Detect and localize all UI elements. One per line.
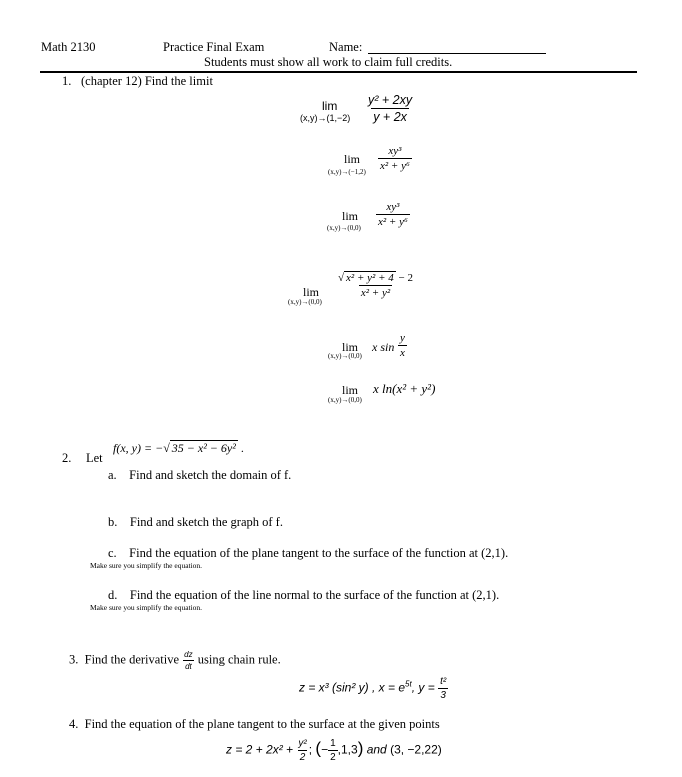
q1-number: 1. bbox=[62, 74, 72, 88]
q2-number: 2. bbox=[62, 451, 72, 465]
limit3-lim: lim bbox=[342, 209, 359, 223]
instruction-text: Students must show all work to claim full credits. bbox=[204, 55, 453, 69]
q3-eq-denominator: 3 bbox=[440, 690, 446, 701]
q4-point1-denominator: 2 bbox=[330, 752, 336, 763]
q3-equation bbox=[299, 676, 448, 701]
header-divider bbox=[40, 71, 637, 73]
limit2-subscript: (x,y)→(−1,2) bbox=[328, 168, 366, 176]
q4-eq-numerator: y² bbox=[298, 738, 307, 749]
q2-part-b: b. Find and sketch the graph of f. bbox=[108, 515, 283, 529]
q4-eq-denominator: 2 bbox=[299, 752, 306, 763]
limit3-numerator: xy³ bbox=[386, 201, 400, 213]
q2-function-lhs: f(x, y) = − bbox=[113, 441, 164, 455]
q2-part-d: d. Find the equation of the line normal to the surface of the function at (2,1). bbox=[108, 588, 500, 602]
q4-equation: z = 2 + 2x² + $\frac{\text{y²}}{2}$ ; (− $\frac{1}{2}$ ,1,3) and (3, −2,22) bbox=[226, 738, 442, 763]
q3-eq-numerator: t² bbox=[440, 676, 447, 687]
q4-prompt: 4. Find the equation of the plane tangent to the surface at the given points bbox=[69, 717, 440, 731]
limit6-lim: lim bbox=[342, 383, 359, 397]
q4-point1-numerator: 1 bbox=[330, 738, 336, 749]
limit5-expression: x sin bbox=[372, 340, 395, 354]
limit4-radicand: x² + y² + 4 bbox=[346, 272, 394, 284]
q3-deriv-den: dt bbox=[185, 662, 192, 671]
name-blank-line[interactable] bbox=[368, 53, 546, 54]
q3-prompt-end: using chain rule. bbox=[197, 652, 281, 667]
q3-eq-mid: , y = bbox=[411, 680, 435, 695]
limit4-denominator: x² + y² bbox=[360, 287, 391, 299]
exam-title: Practice Final Exam bbox=[163, 40, 265, 54]
limit2-numerator: xy³ bbox=[388, 145, 402, 157]
limit1-fraction bbox=[366, 93, 414, 124]
q2-part-c: c. Find the equation of the plane tangent to the surface of the function at (2,1). bbox=[108, 546, 509, 560]
q1-prompt: (chapter 12) Find the limit bbox=[81, 74, 213, 88]
limit2-denominator: x² + y⁶ bbox=[380, 160, 410, 172]
limit3-subscript: (x,y)→(0,0) bbox=[327, 224, 361, 232]
q2-note-d: Make sure you simplify the equation. bbox=[90, 603, 203, 612]
limit1-lim: lim bbox=[322, 99, 338, 113]
course-label: Math 2130 bbox=[41, 40, 96, 54]
name-label: Name: bbox=[329, 40, 363, 54]
q3-prompt-start: 3. Find the derivative bbox=[69, 652, 180, 667]
q3-prompt bbox=[69, 650, 281, 671]
q4-point2: (3, −2,22) bbox=[390, 742, 442, 757]
q4-and: and bbox=[366, 742, 387, 757]
q4-eq-start: z = 2 + 2x² + bbox=[226, 742, 294, 757]
q2-part-a: a. Find and sketch the domain of f. bbox=[108, 468, 292, 482]
limit3-fraction bbox=[376, 201, 410, 228]
sqrt-symbol: √ bbox=[338, 272, 345, 284]
limit5-denominator: x bbox=[400, 347, 405, 359]
q3-eq-start: z = x³ (sin² y) , x = e bbox=[299, 680, 406, 695]
limit1-numerator: y² + 2xy bbox=[368, 93, 413, 107]
limit4-lim: lim bbox=[303, 285, 320, 299]
q3-deriv-num: dz bbox=[184, 650, 193, 659]
limit2-lim: lim bbox=[344, 152, 361, 166]
sqrt-symbol: √ bbox=[163, 441, 170, 455]
limit3-denominator: x² + y⁶ bbox=[378, 216, 408, 228]
limit4-fraction bbox=[336, 271, 415, 299]
limit5-fraction bbox=[398, 332, 407, 359]
limit5-subscript: (x,y)→(0,0) bbox=[328, 352, 362, 360]
limit6-subscript: (x,y)→(0,0) bbox=[328, 396, 362, 404]
limit4-subscript: (x,y)→(0,0) bbox=[288, 298, 322, 306]
limit1-subscript: (x,y)→(1,−2) bbox=[300, 113, 351, 123]
q2-let: Let bbox=[86, 451, 103, 465]
q2-radicand: 35 − x² − 6y² bbox=[171, 441, 236, 455]
q4-point1-rest: ,1,3 bbox=[337, 742, 358, 757]
q4-point1-minus: − bbox=[321, 742, 329, 757]
q4-eq-semicolon: ; bbox=[308, 742, 313, 757]
limit5-numerator: y bbox=[400, 332, 405, 344]
limit6-expression: x ln(x² + y²) bbox=[373, 381, 436, 396]
q2-note-c: Make sure you simplify the equation. bbox=[90, 561, 203, 570]
q2-function bbox=[113, 440, 244, 456]
limit2-fraction bbox=[378, 145, 412, 172]
limit5-lim: lim bbox=[342, 340, 359, 354]
q3-eq-exponent: 5t bbox=[405, 679, 412, 689]
limit4-numerator-rest: − 2 bbox=[398, 272, 413, 284]
limit1-denominator: y + 2x bbox=[373, 110, 407, 124]
q2-period: . bbox=[240, 441, 244, 455]
